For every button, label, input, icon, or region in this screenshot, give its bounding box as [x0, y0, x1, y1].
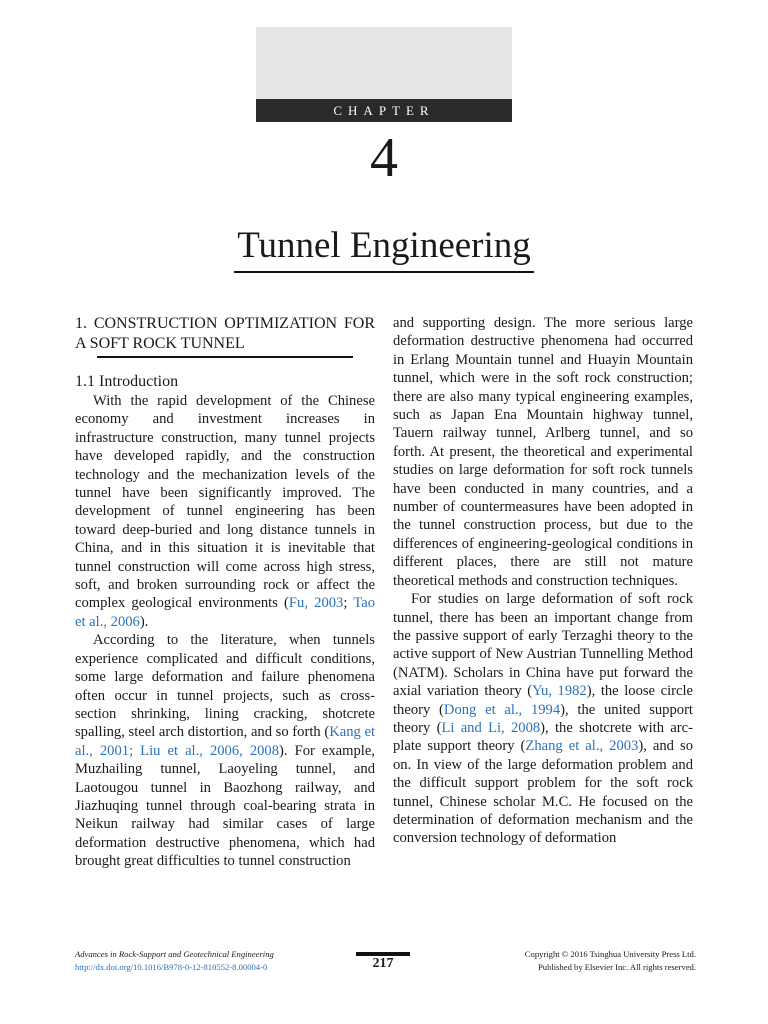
title-rule — [234, 271, 534, 273]
chapter-label: CHAPTER — [256, 99, 512, 122]
paragraph-text: According to the literature, when tunnels experience complicated and difficult conditions, some large deformation and failure phenomena often occur in tunnel projects, such as cross-section shrinking, lining cracking, shotcrete spalling, steel arch distortion, and so forth ( — [75, 632, 375, 741]
book-title: Advances in Rock-Support and Geotechnical Engineering — [75, 949, 274, 959]
citation-link[interactable]: Fu, 2003 — [288, 595, 344, 612]
paragraph-text: ), the loose circle theory ( — [393, 683, 693, 718]
paragraph-text: For studies on large deformation of soft rock tunnel, there has been an important change from the passive support of early Terzaghi theory to the active support of New Austrian Tunnelling Method (NATM). Scholars in China have put forward the axial variation theory ( — [393, 591, 693, 700]
citation-link[interactable]: Tao et al., 2006 — [75, 595, 375, 630]
paragraph-text: ), and so on. In view of the large deformation problem and the difficult support problem for the soft rock tunnel, Chinese scholar M.C. He focused on the determination of deformation mechanism and the conversion technology of deformation — [393, 738, 693, 847]
citation-link[interactable]: Dong et al., 1994 — [443, 701, 561, 718]
doi-link[interactable]: http://dx.doi.org/10.1016/B978-0-12-810552-8.00004-0 — [75, 962, 268, 972]
paragraph-text: ). For example, Muzhailing tunnel, Laoyeling tunnel, and Laotougou tunnel in Baozhong railway, and Jiazhuqing tunnel through coal-bearing strata in Neikun railway had similar cases of large deformation destructive phenomena, which had brought great difficulties to tunnel construction — [75, 742, 375, 870]
section-heading: 1. CONSTRUCTION OPTIMIZATION FOR A SOFT ROCK TUNNEL — [75, 315, 375, 352]
paragraph — [75, 392, 375, 631]
paragraph: and supporting design. The more serious large deformation destructive phenomena had occurred in Erlang Mountain tunnel and Huayin Mountain tunnel, which were in the soft rock construction; there are also many typical engineering examples, such as Japan Ena Mountain highway tunnel, Tauern railway tunnel, Arlberg tunnel, and so forth. At present, the theoretical and experimental studies on large deformation for soft rock tunnels have been conducted in many countries, and a number of countermeasures have been adopted in the tunnel construction process, but due to the differences of engineering-geological conditions in different places, there are still not mature theoretical methods and construction techniques. — [393, 315, 693, 589]
publisher-line: Published by Elsevier Inc. All rights reserved. — [538, 962, 696, 972]
section-rule — [97, 356, 353, 358]
chapter-title: Tunnel Engineering — [237, 225, 531, 266]
chapter-header-box — [256, 27, 512, 99]
right-column — [393, 314, 693, 848]
footer-copyright — [456, 948, 696, 974]
copyright-line: Copyright © 2016 Tsinghua University Press Ltd. — [524, 949, 696, 959]
chapter-number: 4 — [370, 127, 398, 189]
citation-link[interactable]: Zhang et al., 2003 — [525, 738, 639, 755]
citation-link[interactable]: Yu, 1982 — [532, 683, 587, 700]
page-number: 217 — [372, 956, 394, 971]
subsection-heading: 1.1 Introduction — [75, 373, 179, 390]
paragraph-text: ), the united support theory ( — [393, 701, 693, 736]
citation-link[interactable]: Kang et al., 2001; Liu et al., 2006, 2008 — [75, 724, 376, 759]
paragraph — [393, 590, 693, 848]
paragraph — [75, 631, 375, 870]
paragraph-text: ). — [139, 613, 149, 630]
paragraph-text: With the rapid development of the Chinese economy and investment increases in infrastructure construction, many tunnel projects have developed rapidly, and the construction technology and the mechanization levels of the tunnel have been significantly improved. The development of tunnel engineering has been toward deep-buried and long distance tunnels in China, and in this situation it is inevitable that tunnel construction will come across high stress, soft, and broken surrounding rock or affect the complex geological environments ( — [75, 393, 375, 612]
left-column — [75, 314, 375, 871]
citation-link[interactable]: Li and Li, 2008 — [441, 719, 541, 736]
paragraph-text: ; — [343, 595, 354, 612]
paragraph-text: ), the shotcrete with arc-plate support theory ( — [393, 719, 693, 755]
footer-book-info — [75, 948, 335, 974]
